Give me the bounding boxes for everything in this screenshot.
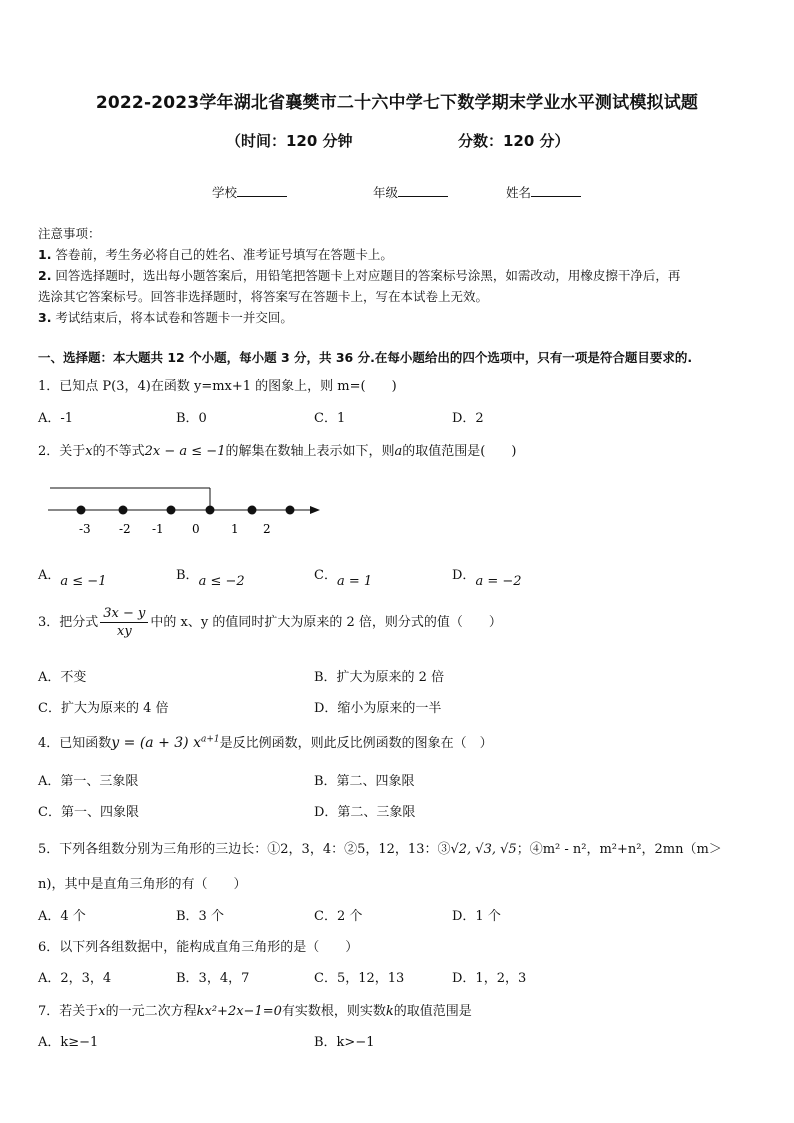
q5-option-a[interactable]: A．4 个 [38, 909, 86, 924]
axis-label: 0 [192, 522, 200, 536]
q2-option-c[interactable]: C．a = 1 [314, 568, 373, 589]
axis-point [119, 506, 128, 515]
axis-point [206, 506, 215, 515]
school-field[interactable] [212, 183, 287, 201]
axis-label: 1 [231, 522, 239, 536]
axis-point [77, 506, 86, 515]
q3-option-d[interactable]: D．缩小为原来的一半 [314, 701, 442, 716]
q6-option-d[interactable]: D．1，2，3 [452, 971, 527, 986]
q1-option-d[interactable]: D．2 [452, 411, 484, 426]
arrow-right-icon [310, 506, 320, 514]
q2-option-b[interactable]: B．a ≤ −2 [176, 568, 245, 589]
name-label: 姓名 [506, 185, 532, 200]
name-blank[interactable] [531, 184, 581, 197]
axis-label: -3 [79, 522, 91, 536]
axis-point [167, 506, 176, 515]
grade-label: 年级 [373, 185, 399, 200]
school-label: 学校 [212, 185, 238, 200]
question-7-stem: 7．若关于x的一元二次方程kx²+2x−1=0有实数根，则实数k的取值范围是 [38, 1004, 472, 1019]
note-item: 2. 回答选择题时，选出每小题答案后，用铅笔把答题卡上对应题目的答案标号涂黑，如需改动，用橡皮擦干净后，再 [38, 268, 681, 283]
q2-option-d[interactable]: D．a = −2 [452, 568, 522, 589]
q4-option-a[interactable]: A．第一、三象限 [38, 774, 139, 789]
school-blank[interactable] [237, 184, 287, 197]
q4-option-c[interactable]: C．第一、四象限 [38, 805, 139, 820]
exam-time: （时间：120 分钟 [226, 132, 353, 150]
note-item: 1. 答卷前，考生务必将自己的姓名、准考证号填写在答题卡上。 [38, 247, 393, 262]
question-4-stem: 4．已知函数y = (a + 3) $x^{a+1}$是反比例函数，则此反比例函数的图象在（ ） [38, 734, 493, 751]
axis-label: -1 [152, 522, 164, 536]
axis-point [286, 506, 295, 515]
q3-option-c[interactable]: C．扩大为原来的 4 倍 [38, 701, 169, 716]
question-6-stem: 6．以下列各组数据中，能构成直角三角形的是（ ） [38, 940, 359, 955]
q6-option-c[interactable]: C．5，12，13 [314, 971, 405, 986]
notes-heading: 注意事项： [38, 226, 101, 241]
q6-option-b[interactable]: B．3，4，7 [176, 971, 250, 986]
name-field[interactable] [506, 183, 581, 201]
grade-blank[interactable] [398, 184, 448, 197]
q5-option-b[interactable]: B．3 个 [176, 909, 224, 924]
q6-option-a[interactable]: A．2，3，4 [38, 971, 112, 986]
q4-option-b[interactable]: B．第二、四象限 [314, 774, 415, 789]
page-title: 2022-2023学年湖北省襄樊市二十六中学七下数学期末学业水平测试模拟试题 [95, 93, 699, 113]
question-5-line2: n)，其中是直角三角形的有（ ） [38, 877, 247, 892]
q5-option-c[interactable]: C．2 个 [314, 909, 363, 924]
axis-label: 2 [263, 522, 271, 536]
fraction: $\frac{3x - y}{xy}$ [100, 606, 148, 639]
q1-option-c[interactable]: C．1 [314, 411, 346, 426]
q2-option-a[interactable]: A．a ≤ −1 [38, 568, 107, 589]
number-line-figure [38, 478, 328, 542]
question-3-stem: 3．把分式 $\frac{3x - y}{xy}$ 中的 x、y 的值同时扩大为原来的 2 倍，则分式的值（ ） [38, 606, 502, 639]
q1-option-a[interactable]: A．-1 [38, 411, 74, 426]
section-title: 一、选择题：本大题共 12 个小题，每小题 3 分，共 36 分.在每小题给出的四个选项中，只有一项是符合题目要求的. [38, 350, 693, 365]
note-item: 3. 考试结束后，将本试卷和答题卡一并交回。 [38, 310, 293, 325]
q4-option-d[interactable]: D．第二、三象限 [314, 805, 416, 820]
question-2-stem: 2．关于x的不等式2x − a ≤ −1的解集在数轴上表示如下，则a的取值范围是( ) [38, 444, 517, 459]
q5-option-d[interactable]: D．1 个 [452, 909, 501, 924]
axis-label: -2 [119, 522, 131, 536]
exam-score: 分数：120 分） [458, 132, 570, 150]
q1-option-b[interactable]: B．0 [176, 411, 207, 426]
question-1-stem: 1．已知点 P(3，4)在函数 y=mx+1 的图象上，则 m=( ) [38, 379, 397, 394]
q7-option-b[interactable]: B．k>−1 [314, 1035, 375, 1050]
question-5-stem: 5．下列各组数分别为三角形的三边长：①2，3，4：②5，12，13：③√2, √3, √5；④m² - n²，m²+n²，2mn（m＞ [38, 842, 722, 857]
note-item: 选涂其它答案标号。回答非选择题时，将答案写在答题卡上，写在本试卷上无效。 [38, 289, 489, 304]
axis-point [248, 506, 257, 515]
q3-option-a[interactable]: A．不变 [38, 670, 87, 685]
q7-option-a[interactable]: A．k≥−1 [38, 1035, 99, 1050]
grade-field[interactable] [373, 183, 448, 201]
q3-option-b[interactable]: B．扩大为原来的 2 倍 [314, 670, 445, 685]
